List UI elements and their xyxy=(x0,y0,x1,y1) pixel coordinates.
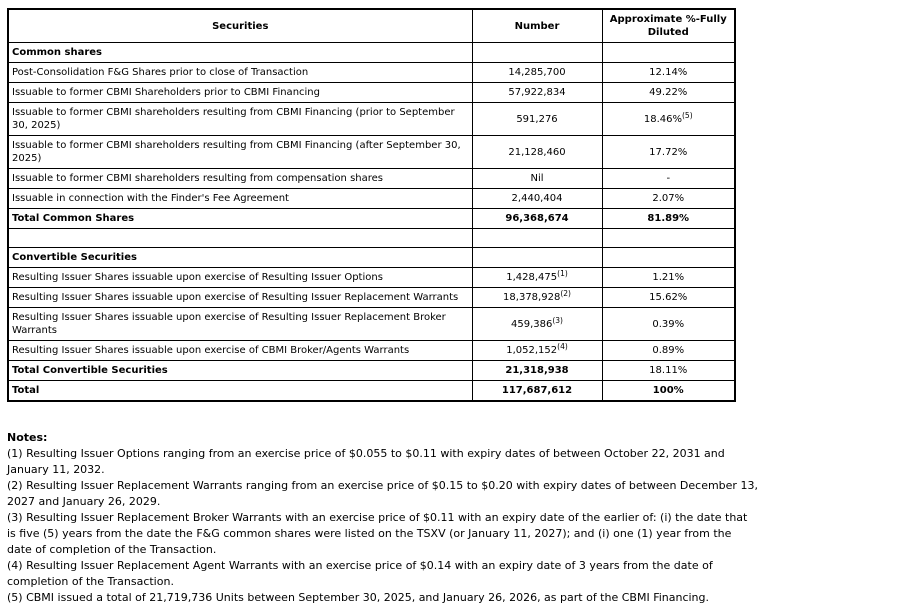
pct-cell: 12.14% xyxy=(602,63,735,83)
security-label-cell: Resulting Issuer Shares issuable upon exercise of Resulting Issuer Replacement Broker Warrants xyxy=(8,308,472,341)
table-row xyxy=(8,43,735,63)
number-cell: 21,128,460 xyxy=(472,136,602,169)
number-cell: 459,386$^{(3)}$ xyxy=(472,308,602,341)
number-cell: Nil xyxy=(472,169,602,189)
footnote-ref: (4) xyxy=(557,342,568,351)
footnote-ref: (5) xyxy=(682,110,693,120)
pct-cell: 100% xyxy=(602,381,735,402)
pct-cell xyxy=(602,229,735,248)
security-label-cell: Total Convertible Securities xyxy=(8,361,472,381)
pct-cell: 15.62% xyxy=(602,288,735,308)
note-item: (4) Resulting Issuer Replacement Agent Warrants with an exercise price of $0.14 with an expiry date of 3 years from the date of completion of the Transaction. xyxy=(7,559,713,588)
security-label-cell: Total Common Shares xyxy=(8,209,472,229)
number-cell: 1,428,475$^{(1)}$ xyxy=(472,268,602,288)
table-row xyxy=(8,63,735,83)
pct-cell: 17.72% xyxy=(602,136,735,169)
number-cell xyxy=(472,43,602,63)
number-cell: 57,922,834 xyxy=(472,83,602,103)
securities-table-body xyxy=(8,43,735,402)
spacer-row xyxy=(8,229,735,248)
number-cell: 21,318,938 xyxy=(472,361,602,381)
table-row xyxy=(8,308,735,341)
header-securities: Securities xyxy=(8,9,472,43)
notes-list xyxy=(7,446,759,606)
note-item: (2) Resulting Issuer Replacement Warrants ranging from an exercise price of $0.15 to $0.20 with expiry dates of between December 13, 2027 and January 26, 2029. xyxy=(7,479,758,508)
number-cell xyxy=(472,248,602,268)
pct-cell: 18.46%$^{(5)}$ xyxy=(602,103,735,136)
number-cell: 117,687,612 xyxy=(472,381,602,402)
note-item: (1) Resulting Issuer Options ranging from an exercise price of $0.055 to $0.11 with expiry dates of between October 22, 2031 and January 11, 2032. xyxy=(7,447,725,476)
header-row xyxy=(8,9,735,43)
security-label-cell: Resulting Issuer Shares issuable upon exercise of CBMI Broker/Agents Warrants xyxy=(8,341,472,361)
table-row xyxy=(8,288,735,308)
number-cell: 2,440,404 xyxy=(472,189,602,209)
security-label-cell: Issuable to former CBMI shareholders resulting from compensation shares xyxy=(8,169,472,189)
pct-cell: 1.21% xyxy=(602,268,735,288)
footnote-ref: (1) xyxy=(557,269,568,278)
security-label-cell: Issuable in connection with the Finder's Fee Agreement xyxy=(8,189,472,209)
pct-cell xyxy=(602,43,735,63)
table-row xyxy=(8,248,735,268)
note-item: (3) Resulting Issuer Replacement Broker Warrants with an exercise price of $0.11 with an expiry date of the earlier of: (i) the date that is five (5) years from the date the F&G common shares were listed on the TSXV (or January 11, 2027); and (i) one (1) year from the date of completion of the Transaction. xyxy=(7,511,748,556)
security-label-cell: Common shares xyxy=(8,43,472,63)
header-number: Number xyxy=(472,9,602,43)
table-row xyxy=(8,341,735,361)
number-cell: 591,276 xyxy=(472,103,602,136)
number-cell: 96,368,674 xyxy=(472,209,602,229)
number-cell: 14,285,700 xyxy=(472,63,602,83)
notes-heading: Notes: xyxy=(7,431,48,444)
footnote-ref: (3) xyxy=(552,315,563,325)
security-label-cell: Issuable to former CBMI shareholders resulting from CBMI Financing (after September 30, 2025) xyxy=(8,136,472,169)
security-label-cell: Total xyxy=(8,381,472,402)
security-label-cell: Resulting Issuer Shares issuable upon exercise of Resulting Issuer Replacement Warrants xyxy=(8,288,472,308)
pct-cell: 0.89% xyxy=(602,341,735,361)
notes-section xyxy=(7,430,759,606)
table-row xyxy=(8,103,735,136)
table-row xyxy=(8,209,735,229)
security-label-cell: Resulting Issuer Shares issuable upon exercise of Resulting Issuer Options xyxy=(8,268,472,288)
note-item: (5) CBMI issued a total of 21,719,736 Units between September 30, 2025, and January 26, 2026, as part of the CBMI Financing. xyxy=(7,591,710,604)
number-cell: 18,378,928$^{(2)}$ xyxy=(472,288,602,308)
pct-cell: 2.07% xyxy=(602,189,735,209)
table-row xyxy=(8,381,735,402)
security-label-cell: Issuable to former CBMI shareholders resulting from CBMI Financing (prior to September 30, 2025) xyxy=(8,103,472,136)
securities-table xyxy=(7,8,736,402)
security-label-cell xyxy=(8,229,472,248)
pct-cell: 49.22% xyxy=(602,83,735,103)
pct-cell: 81.89% xyxy=(602,209,735,229)
security-label-cell: Issuable to former CBMI Shareholders prior to CBMI Financing xyxy=(8,83,472,103)
table-row xyxy=(8,189,735,209)
table-row xyxy=(8,136,735,169)
header-pct-fully-diluted: Approximate %-Fully Diluted xyxy=(602,9,735,43)
table-row xyxy=(8,169,735,189)
number-cell xyxy=(472,229,602,248)
table-row xyxy=(8,83,735,103)
security-label-cell: Convertible Securities xyxy=(8,248,472,268)
security-label-cell: Post-Consolidation F&G Shares prior to close of Transaction xyxy=(8,63,472,83)
table-row xyxy=(8,268,735,288)
footnote-ref: (2) xyxy=(560,289,571,298)
pct-cell: 18.11% xyxy=(602,361,735,381)
table-row xyxy=(8,361,735,381)
pct-cell: 0.39% xyxy=(602,308,735,341)
pct-cell xyxy=(602,248,735,268)
number-cell: 1,052,152$^{(4)}$ xyxy=(472,341,602,361)
pct-cell: - xyxy=(602,169,735,189)
